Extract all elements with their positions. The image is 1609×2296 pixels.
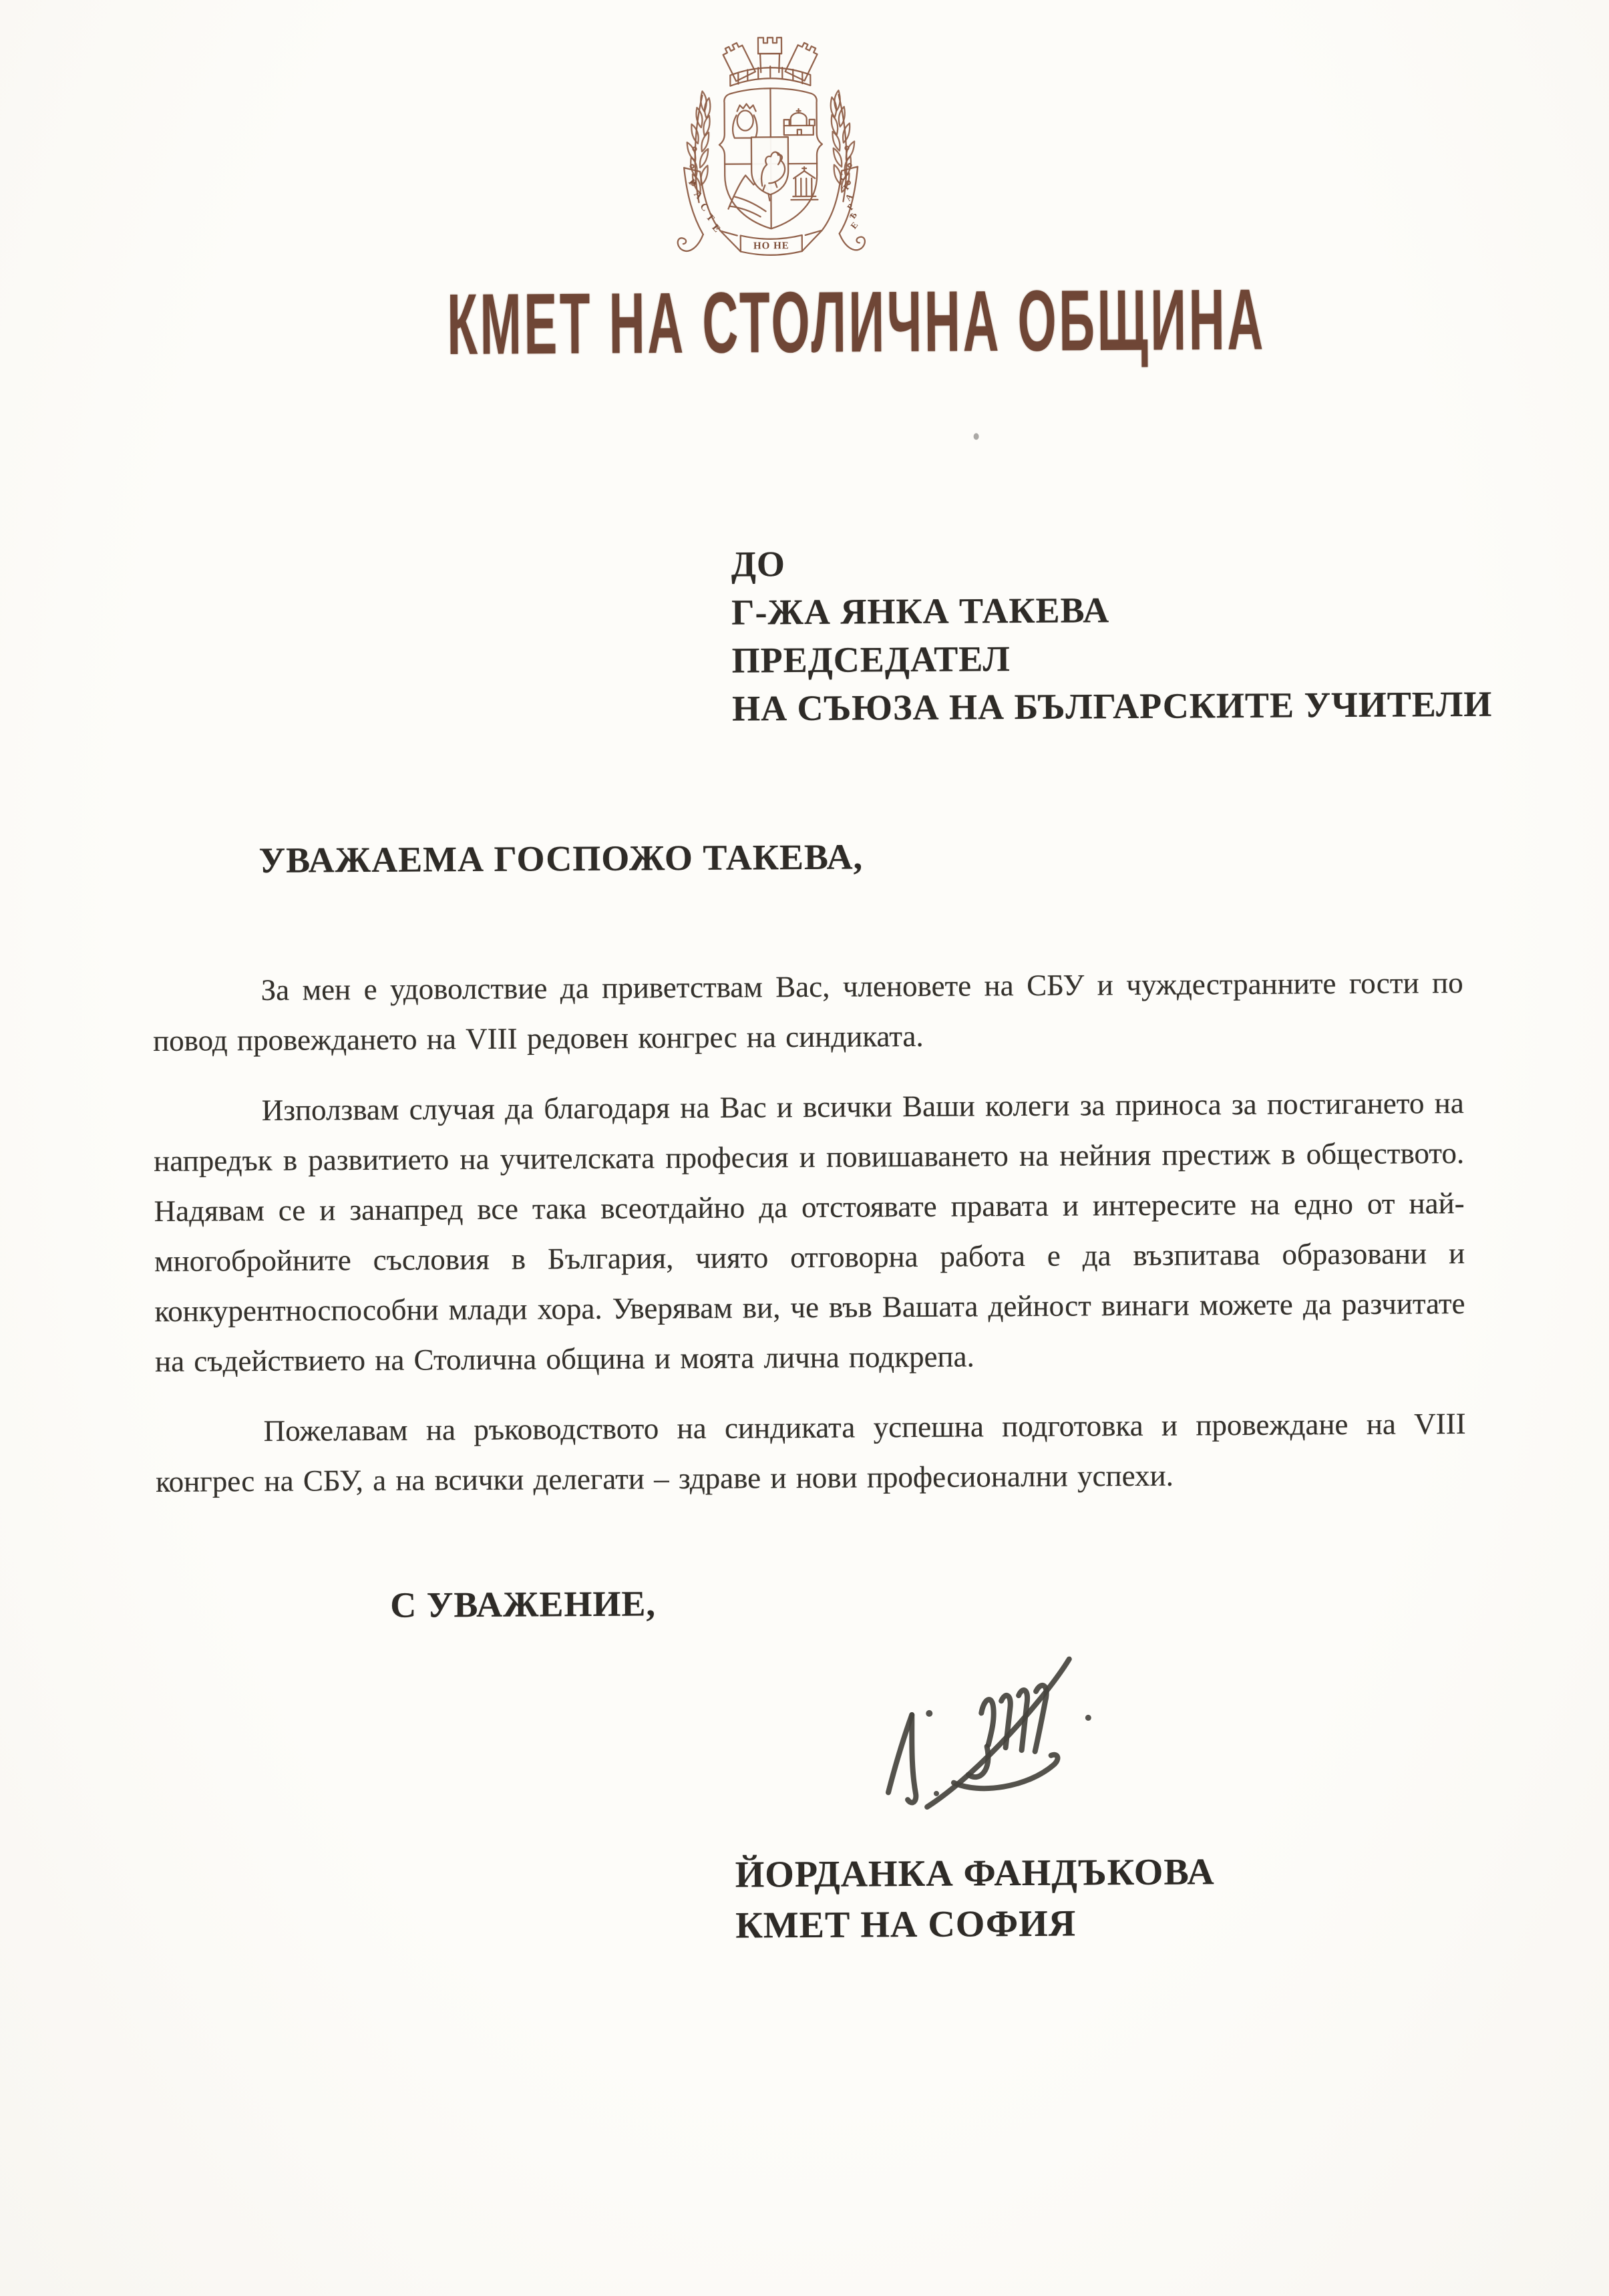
- paragraph-2: Използвам случая да благодаря на Вас и всички Ваши колеги за приноса за постигането на напредък в развитието на учителската професия и повишаването на нейния престиж в обществото. Надявам се и занапред все така всеотдайно да отстоявате правата и интересите на едно от най-многобройните съсловия в България, чиято отговорна работа е да възпитава образовани и конкурентноспособни млади хора. Уверявам ви, че във Вашата дейност винаги можете да разчитате на съдействието на Столична община и моята лична подкрепа.: [154, 1086, 1465, 1378]
- salutation: УВАЖАЕМА ГОСПОЖО ТАКЕВА,: [258, 836, 864, 880]
- signer-name: ЙОРДАНКА ФАНДЪКОВА: [735, 1851, 1215, 1896]
- scan-artifact-dot: [974, 433, 979, 440]
- signer-title: КМЕТ НА СОФИЯ: [735, 1903, 1077, 1947]
- motto-right-text: СТАРѢЕ: [836, 171, 860, 231]
- quarter-female-head: [733, 104, 757, 138]
- motto-left-text: РАСТЕ: [686, 177, 723, 235]
- inescutcheon-lion: [751, 137, 789, 194]
- paragraph-1: За мен е удоволствие да приветствам Вас, членовете на СБУ и чуждестранните гости по повод провеждането на VIII редовен конгрес на синдиката.: [152, 965, 1463, 1057]
- recipient-block: [731, 536, 1493, 733]
- recipient-line-name: Г-ЖА ЯНКА ТАКЕВА: [731, 590, 1110, 633]
- handwritten-signature: [848, 1632, 1116, 1824]
- paragraph-3: Пожелавам на ръководството на синдиката успешна подготовка и провеждане на VIII конгрес на СБУ, а на всички делегати – здраве и нови професионални успехи.: [155, 1406, 1466, 1498]
- signature-icon: [848, 1632, 1116, 1824]
- crown-central-tower: [758, 37, 781, 53]
- letter-body: [152, 958, 1466, 1507]
- letterhead-title: КМЕТ НА СТОЛИЧНА ОБЩИНА: [446, 271, 1266, 373]
- signer-block: [735, 1846, 1216, 1951]
- recipient-line-role: ПРЕДСЕДАТЕЛ: [731, 639, 1011, 681]
- motto-center-text: НО НЕ: [753, 240, 789, 252]
- recipient-line-to: ДО: [731, 544, 786, 585]
- quarter-church: [784, 109, 815, 135]
- laurel-branch-right: [825, 90, 857, 202]
- valediction: С УВАЖЕНИЕ,: [390, 1583, 657, 1625]
- sofia-crest-icon: [671, 33, 870, 261]
- recipient-line-organization: НА СЪЮЗА НА БЪЛГАРСКИТЕ УЧИТЕЛИ: [731, 683, 1493, 729]
- coat-of-arms-of-sofia: [671, 33, 870, 261]
